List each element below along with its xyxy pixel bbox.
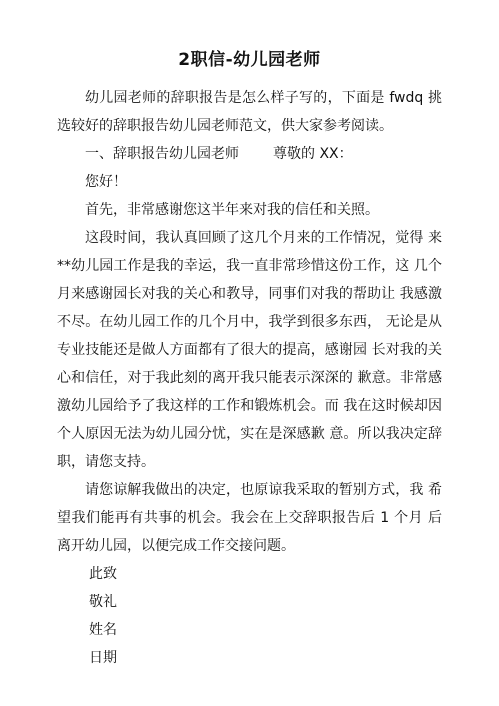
signature-date-label: 日期 [89,650,117,666]
section-heading-line [57,140,442,168]
intro-paragraph: 幼儿园老师的辞职报告是怎么样子写的，下面是 fwdq 挑选较好的辞职报告幼儿园老师范文，供大家参考阅读。 [57,90,442,134]
closing-cizhi: 此致 [89,566,117,582]
letter-body [57,84,442,672]
salutation: 尊敬的 XX： [273,146,353,162]
greeting: 您好！ [85,174,127,190]
signature-name-label: 姓名 [89,622,117,638]
page-title: 2职信-幼儿园老师 [178,50,321,70]
paragraph-thanks: 首先，非常感谢您这半年来对我的信任和关照。 [85,202,379,218]
paragraph-apology: 请您谅解我做出的决定，也原谅我采取的暂别方式，我 希望我们能再有共事的机会。我会在上交辞职报告后 1 个月 后离开幼儿园，以便完成工作交接问题。 [57,482,442,554]
section-heading: 一、辞职报告幼儿园老师 [85,146,239,162]
paragraph-main: 这段时间，我认真回顾了这几个月来的工作情况，觉得 来**幼儿园工作是我的幸运，我一直非常珍惜这份工作，这 几个月来感谢园长对我的关心和教导，同事们对我的帮助让 我感激不尽。在幼儿园工作的几个月中，我学到很多东西， 无论是从专业技能还是做人方面都有了很大的提高，感谢园 长对我的关心和信任，对于我此刻的离开我只能表示深深的 歉意。非常感激幼儿园给予了我这样的工作和锻炼机会。而 我在这时候却因个人原因无法为幼儿园分忧，实在是深感歉 意。所以我决定辞职，请您支持。 [57,230,442,470]
closing-jingli: 敬礼 [89,594,117,610]
